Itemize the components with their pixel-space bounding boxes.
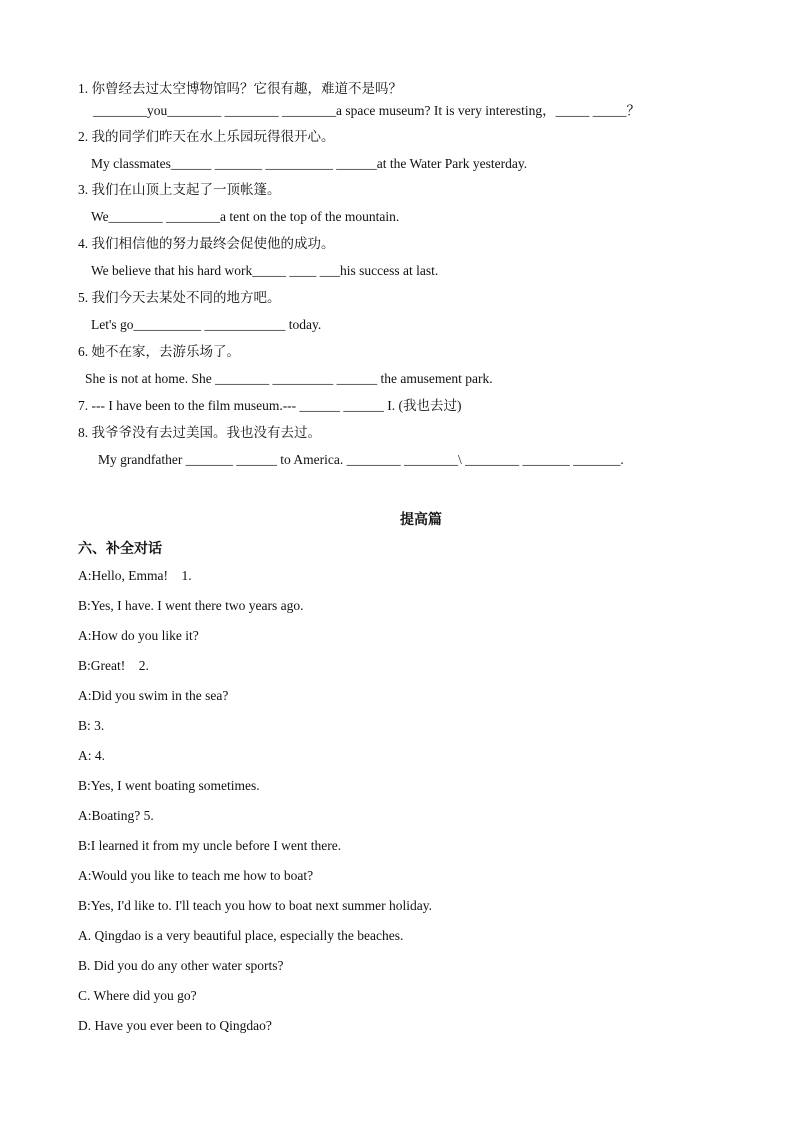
item-2-chinese: 2. 我的同学们昨天在水上乐园玩得很开心。 [78, 129, 335, 144]
item-6-chinese: 6. 她不在家，去游乐场了。 [78, 344, 240, 359]
dialogue-line: A: 4. [78, 748, 105, 763]
option-a: A. Qingdao is a very beautiful place, especially the beaches. [78, 928, 404, 943]
dialogue-line: B:Yes, I went boating sometimes. [78, 778, 260, 793]
option-b: B. Did you do any other water sports? [78, 958, 284, 973]
item-4-english: We believe that his hard work_____ ____ ___his success at last. [91, 263, 439, 278]
option-c: C. Where did you go? [78, 988, 197, 1003]
item-3-english: We________ ________a tent on the top of the mountain. [91, 209, 400, 224]
item-2-english: My classmates______ _______ __________ ______at the Water Park yesterday. [91, 156, 528, 171]
dialogue-line: A:How do you like it? [78, 628, 199, 643]
dialogue-line: B:Great! 2. [78, 658, 149, 673]
section-heading: 六、补全对话 [78, 542, 162, 557]
dialogue-line: B:I learned it from my uncle before I went there. [78, 838, 342, 853]
dialogue-line: B: 3. [78, 718, 105, 733]
item-1-chinese: 1. 你曾经去过太空博物馆吗？它很有趣，难道不是吗？ [78, 81, 402, 96]
dialogue-line: B:Yes, I'd like to. I'll teach you how to boat next summer holiday. [78, 898, 432, 913]
item-5-english: Let's go__________ ____________ today. [91, 317, 322, 332]
dialogue-line: A:Would you like to teach me how to boat? [78, 868, 314, 883]
dialogue-line: A:Hello, Emma! 1. [78, 568, 192, 583]
item-8-chinese: 8. 我爷爷没有去过美国。我也没有去过。 [78, 425, 321, 440]
dialogue-line: A:Boating? 5. [78, 808, 154, 823]
option-d: D. Have you ever been to Qingdao? [78, 1018, 272, 1033]
item-8-english: My grandfather _______ ______ to America. ________ ________\ ________ _______ _______. [98, 452, 624, 467]
section-title: 提高篇 [400, 513, 442, 528]
item-1-english: ________you________ ________ ________a space museum? It is very interesting，_____ _____？ [93, 103, 641, 118]
item-7-english: 7. --- I have been to the film museum.--- ______ ______ I. (我也去过) [78, 398, 462, 413]
dialogue-line: B:Yes, I have. I went there two years ago. [78, 598, 304, 613]
item-3-chinese: 3. 我们在山顶上支起了一顶帐篷。 [78, 182, 281, 197]
item-4-chinese: 4. 我们相信他的努力最终会促使他的成功。 [78, 236, 335, 251]
item-5-chinese: 5. 我们今天去某处不同的地方吧。 [78, 290, 281, 305]
item-6-english: She is not at home. She ________ _________ ______ the amusement park. [85, 371, 493, 386]
dialogue-line: A:Did you swim in the sea? [78, 688, 229, 703]
